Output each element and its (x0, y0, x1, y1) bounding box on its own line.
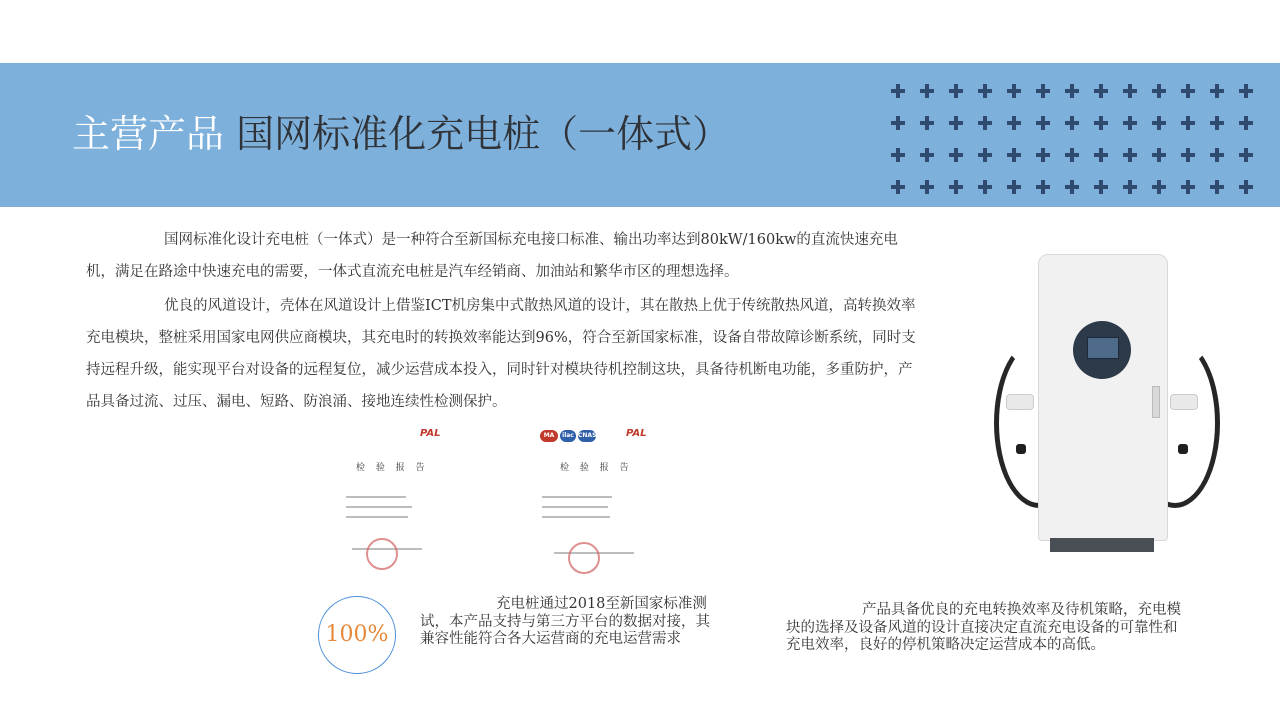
cnas-badge-icon: CNAS (578, 430, 596, 442)
plus-icon (884, 140, 913, 172)
charger-product-image (990, 254, 1212, 554)
plus-icon (1000, 76, 1029, 108)
plus-icon (1087, 172, 1116, 204)
plus-icon (1203, 172, 1232, 204)
plus-icon (942, 140, 971, 172)
plus-icon (1000, 140, 1029, 172)
plus-icon (913, 108, 942, 140)
charger-cabinet (1038, 254, 1168, 541)
plus-icon (913, 172, 942, 204)
plus-icon (1203, 76, 1232, 108)
plus-icon (884, 172, 913, 204)
report-title: 检 验 报 告 (356, 463, 429, 473)
left-connector-holster (1006, 394, 1034, 410)
plus-icon (1174, 140, 1203, 172)
certification-caption: 充电桩通过2018至新国家标准测试，本产品支持与第三方平台的数据对接，其兼容性能符合各大运营商的充电运营需求 (420, 596, 710, 647)
inspection-report-image-2 (540, 420, 655, 588)
plus-icon (1145, 108, 1174, 140)
report-line (542, 496, 612, 498)
report-line (542, 506, 608, 508)
plus-icon (942, 108, 971, 140)
plus-icon (1232, 172, 1261, 204)
plus-icon (1029, 140, 1058, 172)
cma-badge-icon: MA (540, 430, 558, 442)
plus-icon (1232, 76, 1261, 108)
plus-icon (971, 76, 1000, 108)
right-connector-holster (1170, 394, 1198, 410)
report-line (346, 496, 406, 498)
plus-icon (884, 76, 913, 108)
report-title: 检 验 报 告 (560, 463, 633, 473)
plus-icon (1232, 108, 1261, 140)
left-plug-icon (1016, 444, 1026, 454)
plus-icon (913, 140, 942, 172)
plus-icon (1145, 172, 1174, 204)
plus-icon (1000, 108, 1029, 140)
plus-icon (1058, 108, 1087, 140)
intro-paragraph-1: 国网标准化设计充电桩（一体式）是一种符合至新国标充电接口标准、输出功率达到80kW/160kw的直流快速充电机，满足在路途中快速充电的需要，一体式直流充电桩是汽车经销商、加油站和繁华市区的理想选择。 (86, 232, 898, 280)
stat-circle (318, 596, 396, 674)
charger-base (1050, 538, 1154, 552)
plus-icon (1203, 108, 1232, 140)
plus-icon (1116, 76, 1145, 108)
plus-icon (1145, 140, 1174, 172)
door-handle (1152, 386, 1160, 418)
red-stamp-icon (568, 542, 600, 574)
plus-icon (1116, 140, 1145, 172)
plus-icon (1029, 172, 1058, 204)
red-stamp-icon (366, 538, 398, 570)
plus-icon (913, 76, 942, 108)
plus-icon (1145, 76, 1174, 108)
ilac-badge-icon: ilac (560, 430, 576, 442)
stat-value: 100% (325, 622, 389, 647)
title-product: 国网标准化充电桩（一体式） (236, 112, 731, 156)
plus-icon (1174, 108, 1203, 140)
plus-icon (1203, 140, 1232, 172)
plus-icon (942, 76, 971, 108)
plus-icon (1058, 172, 1087, 204)
plus-icon (1116, 108, 1145, 140)
plus-icon (1232, 140, 1261, 172)
display-screen (1087, 337, 1119, 359)
plus-icon (942, 172, 971, 204)
plus-icon (1174, 76, 1203, 108)
report-line (346, 516, 408, 518)
plus-icon (1174, 172, 1203, 204)
plus-icon (971, 140, 1000, 172)
plus-icon (1087, 108, 1116, 140)
plus-icon (1087, 140, 1116, 172)
page-title (72, 108, 730, 160)
right-plug-icon (1178, 444, 1188, 454)
report-line (346, 506, 412, 508)
report-line (542, 516, 610, 518)
intro-paragraph-2: 优良的风道设计，壳体在风道设计上借鉴ICT机房集中式散热风道的设计，其在散热上优于传统散热风道，高转换效率充电模块，整桩采用国家电网供应商模块，其充电时的转换效率能达到96%，符合至新国家标准，设备自带故障诊断系统，同时支持远程升级，能实现平台对设备的远程复位，减少运营成本投入，同时针对模块待机控制这块，具备待机断电功能，多重防护，产品具备过流、过压、漏电、短路、防浪涌、接地连续性检测保护。 (86, 298, 916, 410)
plus-icon (1058, 140, 1087, 172)
plus-icon (1029, 108, 1058, 140)
plus-icon (1058, 76, 1087, 108)
plus-icon (884, 108, 913, 140)
plus-icon (1000, 172, 1029, 204)
pal-logo: PAL (420, 428, 441, 439)
plus-icon (971, 172, 1000, 204)
plus-icon (1087, 76, 1116, 108)
title-category: 主营产品 (72, 112, 225, 156)
plus-icon (1029, 76, 1058, 108)
plus-icon (1116, 172, 1145, 204)
plus-icon (971, 108, 1000, 140)
pal-logo: PAL (626, 428, 647, 439)
feature-caption: 产品具备优良的充电转换效率及待机策略，充电模块的选择及设备风道的设计直接决定直流充电设备的可靠性和充电效率，良好的停机策略决定运营成本的高低。 (786, 602, 1181, 653)
plus-pattern-decoration (884, 76, 1261, 204)
